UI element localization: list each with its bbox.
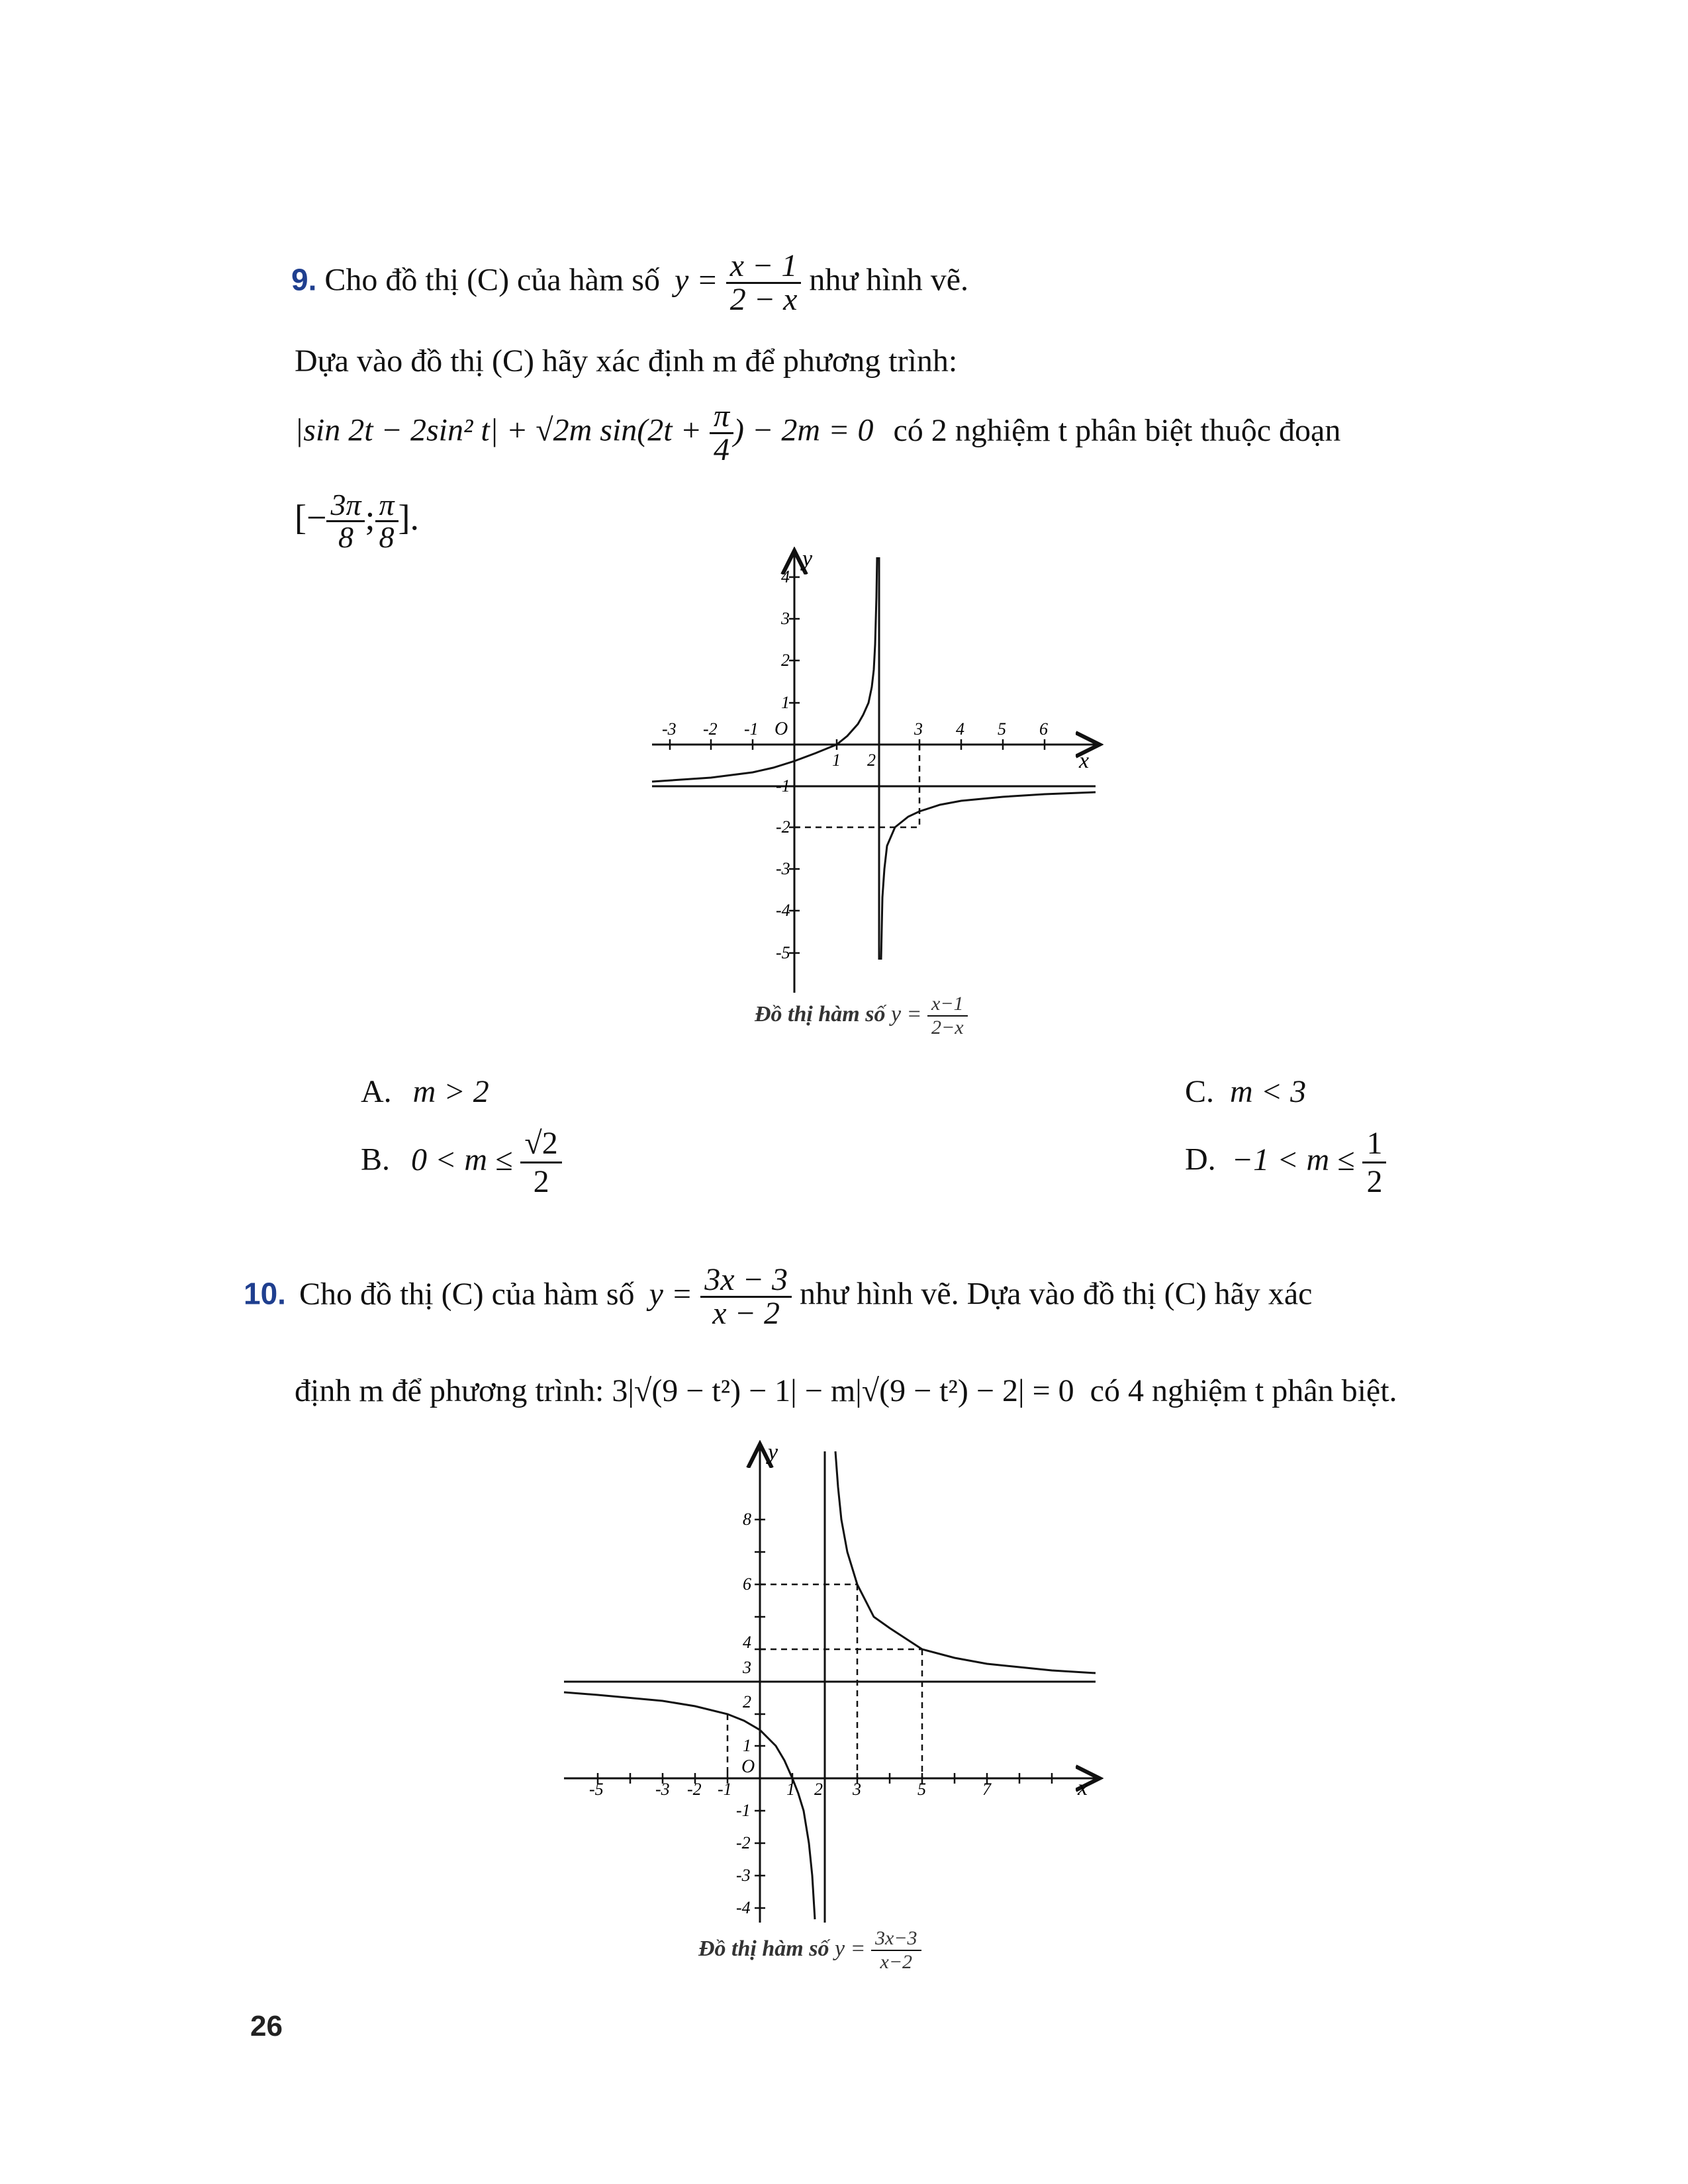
q10-line2-a: định m để phương trình: 3|√(9 − t²) − 1| − m|√(9 − t²) − 2| = 0 (295, 1373, 1074, 1408)
q9-interval-n2: π (375, 490, 399, 522)
svg-text:-2: -2 (776, 817, 790, 837)
q10-line2-b: có 4 nghiệm t phân biệt. (1090, 1373, 1397, 1408)
svg-text:-5: -5 (589, 1780, 604, 1799)
svg-text:-3: -3 (655, 1780, 670, 1799)
q10-intro: Cho đồ thị (C) của hàm số (299, 1276, 635, 1312)
svg-text:1: 1 (832, 751, 841, 770)
q9-interval-frac2 (375, 490, 399, 553)
q9-heading (291, 250, 968, 316)
q9-caption-den: 2−x (931, 1017, 964, 1038)
q9-option-a-text: m > 2 (412, 1074, 489, 1109)
svg-text:6: 6 (1039, 719, 1048, 739)
svg-text:-2: -2 (687, 1780, 702, 1799)
q9-interval-close: ]. (398, 497, 420, 537)
q9-frac-den: 2 − x (729, 282, 798, 317)
q9-graph (635, 543, 1112, 1066)
q9-caption-num: x−1 (927, 993, 968, 1017)
q9-option-d-label: D. (1185, 1142, 1216, 1177)
q10-tick-labels (589, 1510, 992, 1917)
q10-number: 10. (244, 1276, 286, 1311)
q10-x-label: x (1078, 1776, 1088, 1800)
svg-text:1: 1 (786, 1780, 795, 1799)
svg-text:1: 1 (781, 693, 790, 712)
svg-text:-4: -4 (736, 1898, 751, 1917)
q10-frac-den: x − 2 (712, 1296, 780, 1331)
page-number-fragment (250, 2010, 283, 2042)
svg-text:1: 1 (743, 1736, 751, 1755)
q9-eq-a: |sin 2t − 2sin² t| + √2m sin(2t + (295, 412, 710, 448)
q9-after: như hình vẽ. (809, 262, 969, 298)
svg-text:2: 2 (781, 651, 790, 670)
q9-option-a[interactable] (361, 1073, 489, 1110)
svg-text:3: 3 (914, 719, 923, 739)
q9-option-d-pre: −1 < m ≤ (1231, 1142, 1355, 1177)
q9-eq-tail: có 2 nghiệm t phân biệt thuộc đoạn (893, 412, 1341, 448)
q9-x-label: x (1079, 749, 1090, 773)
q10-caption-text: Đồ thị hàm số (698, 1936, 829, 1961)
q10-curve-right-branch (835, 1451, 1096, 1673)
svg-text:8: 8 (743, 1510, 751, 1529)
q9-option-b-den: 2 (533, 1164, 549, 1199)
q9-interval-d1: 8 (338, 520, 353, 554)
q10-frac-num: 3x − 3 (700, 1264, 792, 1298)
q9-option-d[interactable] (1185, 1125, 1386, 1200)
q9-interval-n1: 3π (326, 490, 365, 522)
q9-option-a-label: A. (361, 1074, 392, 1109)
svg-text:-2: -2 (703, 719, 718, 739)
q9-tick-labels (662, 567, 1048, 962)
q9-option-d-num: 1 (1362, 1125, 1386, 1163)
q9-option-b-label: B. (361, 1142, 391, 1177)
q10-function-fraction (700, 1264, 792, 1330)
q9-option-d-den: 2 (1366, 1164, 1383, 1199)
q9-graph-caption (755, 993, 968, 1039)
q10-y-label: y (768, 1440, 778, 1465)
q9-y-label: y (802, 547, 813, 571)
svg-text:2: 2 (814, 1780, 823, 1799)
q9-curve-right-branch (881, 792, 1096, 960)
svg-text:-1: -1 (744, 719, 759, 739)
q10-y-eq: y = (649, 1276, 693, 1312)
svg-text:6: 6 (743, 1574, 751, 1594)
q10-origin: O (741, 1756, 755, 1777)
svg-text:-1: -1 (736, 1801, 751, 1820)
q9-option-c-label: C. (1185, 1074, 1215, 1109)
q10-caption-frac (871, 1927, 921, 1974)
svg-text:-3: -3 (662, 719, 677, 739)
q9-caption-frac (927, 993, 968, 1039)
q9-caption-text: Đồ thị hàm số (755, 1001, 886, 1026)
q9-interval-open: [− (295, 497, 327, 537)
q9-caption-y: y = (890, 1001, 922, 1026)
q10-line2 (295, 1375, 1397, 1407)
q9-interval (295, 490, 419, 553)
q9-number: 9. (291, 262, 317, 297)
q10-caption-den: x−2 (880, 1951, 913, 1973)
q9-equation-line (295, 400, 1340, 466)
svg-text:4: 4 (956, 719, 964, 739)
q9-interval-sep: ; (365, 497, 375, 537)
svg-text:-3: -3 (776, 859, 790, 878)
svg-text:5: 5 (917, 1780, 926, 1799)
svg-text:3: 3 (743, 1658, 751, 1677)
svg-text:4: 4 (781, 567, 790, 586)
q9-intro: Cho đồ thị (C) của hàm số (324, 262, 660, 298)
svg-text:3: 3 (781, 609, 790, 628)
svg-text:-3: -3 (736, 1866, 751, 1885)
q9-eq-b: ) − 2m = 0 (733, 412, 874, 448)
q10-heading (244, 1264, 1312, 1330)
q9-option-b-frac (520, 1125, 561, 1200)
q9-origin: O (774, 719, 788, 739)
q9-interval-d2: 8 (379, 520, 395, 554)
q9-eq-pi: π (710, 400, 733, 434)
q9-eq-pi-frac (710, 400, 733, 466)
q9-y-eq: y = (674, 262, 718, 298)
svg-text:5: 5 (998, 719, 1006, 739)
q9-option-b-num: √2 (520, 1125, 561, 1163)
q10-curve-left-branch (564, 1692, 815, 1919)
svg-text:3: 3 (853, 1780, 861, 1799)
svg-text:4: 4 (743, 1633, 751, 1652)
q9-line2: Dựa vào đồ thị (C) hãy xác định m để phương trình: (295, 343, 958, 379)
svg-text:-4: -4 (776, 901, 790, 920)
q9-interval-frac1 (326, 490, 365, 553)
q10-after: như hình vẽ. Dựa vào đồ thị (C) hãy xác (799, 1276, 1313, 1312)
q10-graph-caption (698, 1927, 921, 1974)
q9-frac-num: x − 1 (726, 250, 802, 284)
q9-option-d-frac (1362, 1125, 1386, 1200)
q9-option-b-pre: 0 < m ≤ (411, 1142, 513, 1177)
q9-option-c[interactable] (1185, 1073, 1306, 1110)
svg-text:-5: -5 (776, 943, 790, 962)
q9-eq-4: 4 (714, 432, 730, 467)
q10-caption-y: y = (834, 1936, 866, 1961)
svg-text:2: 2 (867, 751, 876, 770)
svg-text:-2: -2 (736, 1833, 751, 1852)
q9-option-c-text: m < 3 (1230, 1074, 1307, 1109)
q10-graph (556, 1436, 1112, 1939)
svg-text:7: 7 (982, 1780, 991, 1799)
page-number: 26 (250, 2010, 283, 2042)
q9-option-b[interactable] (361, 1125, 562, 1200)
svg-text:2: 2 (743, 1692, 751, 1711)
q10-caption-num: 3x−3 (871, 1927, 921, 1951)
q9-curve-left-branch (652, 557, 877, 782)
q9-ticks (670, 577, 1045, 953)
q9-function-fraction (726, 250, 802, 316)
svg-text:-1: -1 (718, 1780, 732, 1799)
svg-text:-1: -1 (776, 776, 790, 796)
